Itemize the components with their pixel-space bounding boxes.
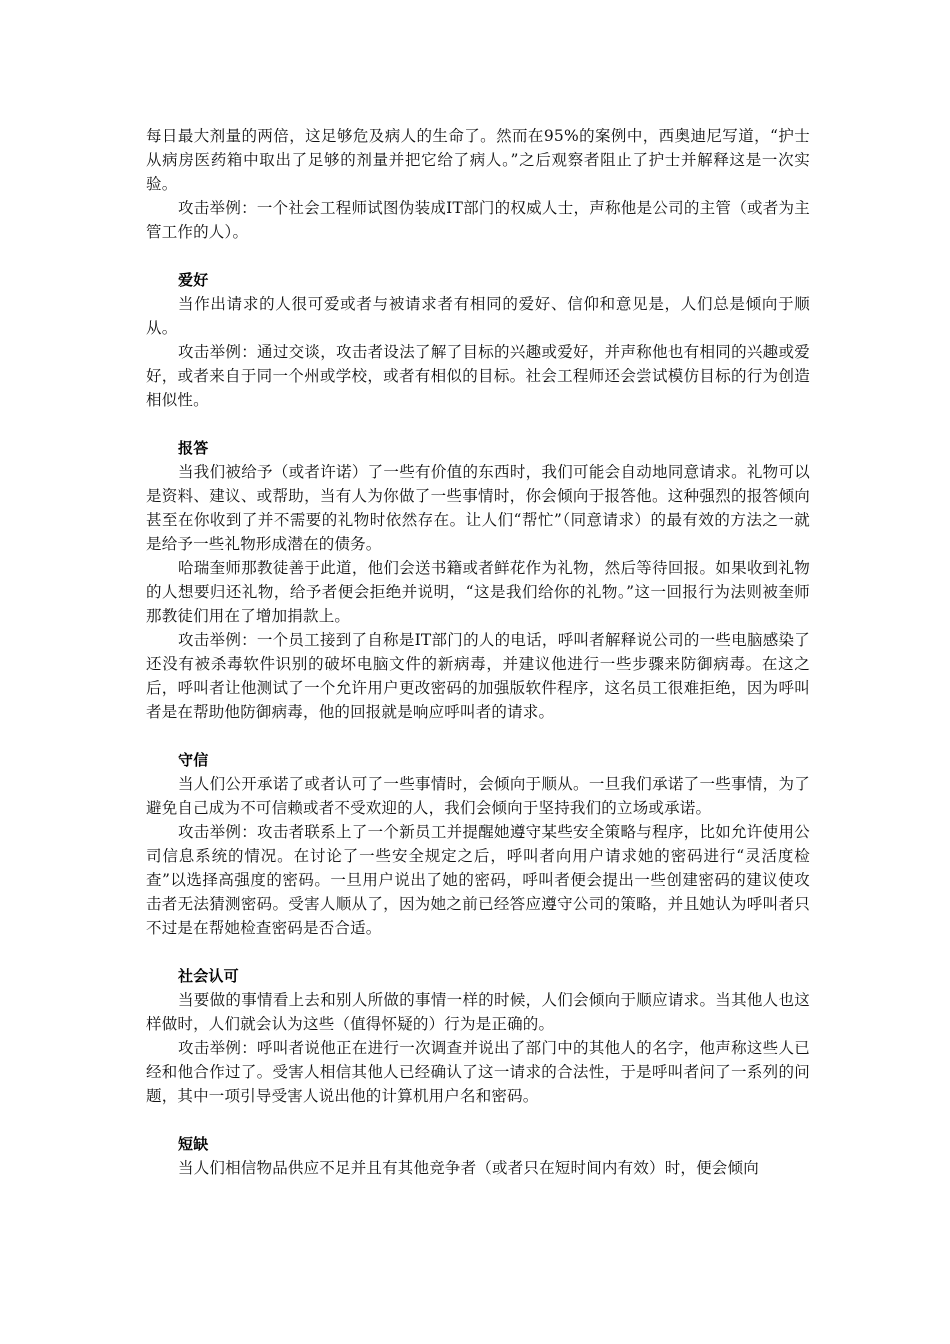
section-attack-example: 攻击举例：攻击者联系上了一个新员工并提醒她遵守某些安全策略与程序，比如允许使用公司信息系统的情况。在讨论了一些安全规定之后，呼叫者向用户请求她的密码进行“灵活度检查”以选择高强度的密码。一旦用户说出了她的密码，呼叫者便会提出一些创建密码的建议使攻击者无法猜测密码。受害人顺从了，因为她之前已经答应遵守公司的策略，并且她认为呼叫者只不过是在帮她检查密码是否合适。: [146, 823, 810, 937]
section-liking: [146, 268, 810, 412]
section-heading: 社会认可: [178, 967, 239, 985]
section-heading: 爱好: [178, 271, 209, 289]
section-paragraph: 当我们被给予（或者许诺）了一些有价值的东西时，我们可能会自动地同意请求。礼物可以是资料、建议、或帮助，当有人为你做了一些事情时，你会倾向于报答他。这种强烈的报答倾向甚至在你收到了并不需要的礼物时依然存在。让人们“帮忙”（同意请求）的最有效的方法之一就是给予一些礼物形成潜在的债务。: [146, 463, 810, 553]
section-attack-example: 攻击举例：通过交谈，攻击者设法了解了目标的兴趣或爱好，并声称他也有相同的兴趣或爱好，或者来自于同一个州或学校，或者有相似的目标。社会工程师还会尝试模仿目标的行为创造相似性。: [146, 343, 810, 409]
section-paragraph: 当人们公开承诺了或者认可了一些事情时，会倾向于顺从。一旦我们承诺了一些事情，为了避免自己成为不可信赖或者不受欢迎的人，我们会倾向于坚持我们的立场或承诺。: [146, 775, 810, 817]
section-paragraph: 当要做的事情看上去和别人所做的事情一样的时候，人们会倾向于顺应请求。当其他人也这样做时，人们就会认为这些（值得怀疑的）行为是正确的。: [146, 991, 810, 1033]
section-heading: 守信: [178, 751, 209, 769]
section-attack-example: 攻击举例：呼叫者说他正在进行一次调查并说出了部门中的其他人的名字，他声称这些人已经和他合作过了。受害人相信其他人已经确认了这一请求的合法性，于是呼叫者问了一系列的问题，其中一项引导受害人说出他的计算机用户名和密码。: [146, 1039, 810, 1105]
section-paragraph: 哈瑞奎师那教徒善于此道，他们会送书籍或者鲜花作为礼物，然后等待回报。如果收到礼物的人想要归还礼物，给予者便会拒绝并说明，“这是我们给你的礼物。”这一回报行为法则被奎师那教徒们用在了增加捐款上。: [146, 559, 810, 625]
intro-paragraph-1: 每日最大剂量的两倍，这足够危及病人的生命了。然而在95%的案例中，西奥迪尼写道，“护士从病房医药箱中取出了足够的剂量并把它给了病人。”之后观察者阻止了护士并解释这是一次实验。: [146, 127, 810, 193]
section-attack-example: 攻击举例：一个员工接到了自称是IT部门的人的电话，呼叫者解释说公司的一些电脑感染了还没有被杀毒软件识别的破坏电脑文件的新病毒，并建议他进行一些步骤来防御病毒。在这之后，呼叫者让他测试了一个允许用户更改密码的加强版软件程序，这名员工很难拒绝，因为呼叫者是在帮助他防御病毒，他的回报就是响应呼叫者的请求。: [146, 631, 810, 721]
section-commitment: [146, 748, 810, 940]
section-paragraph: 当作出请求的人很可爱或者与被请求者有相同的爱好、信仰和意见是，人们总是倾向于顺从。: [146, 295, 810, 337]
intro-attack-example: 攻击举例：一个社会工程师试图伪装成IT部门的权威人士，声称他是公司的主管（或者为主管工作的人）。: [146, 199, 810, 241]
section-heading: 报答: [178, 439, 209, 457]
intro-block: [146, 124, 810, 244]
section-heading: 短缺: [178, 1135, 209, 1153]
section-social-proof: [146, 964, 810, 1108]
section-reciprocity: [146, 436, 810, 724]
section-paragraph: 当人们相信物品供应不足并且有其他竞争者（或者只在短时间内有效）时，便会倾向: [178, 1159, 759, 1177]
section-scarcity: [146, 1132, 810, 1180]
document-body: [146, 124, 810, 1180]
